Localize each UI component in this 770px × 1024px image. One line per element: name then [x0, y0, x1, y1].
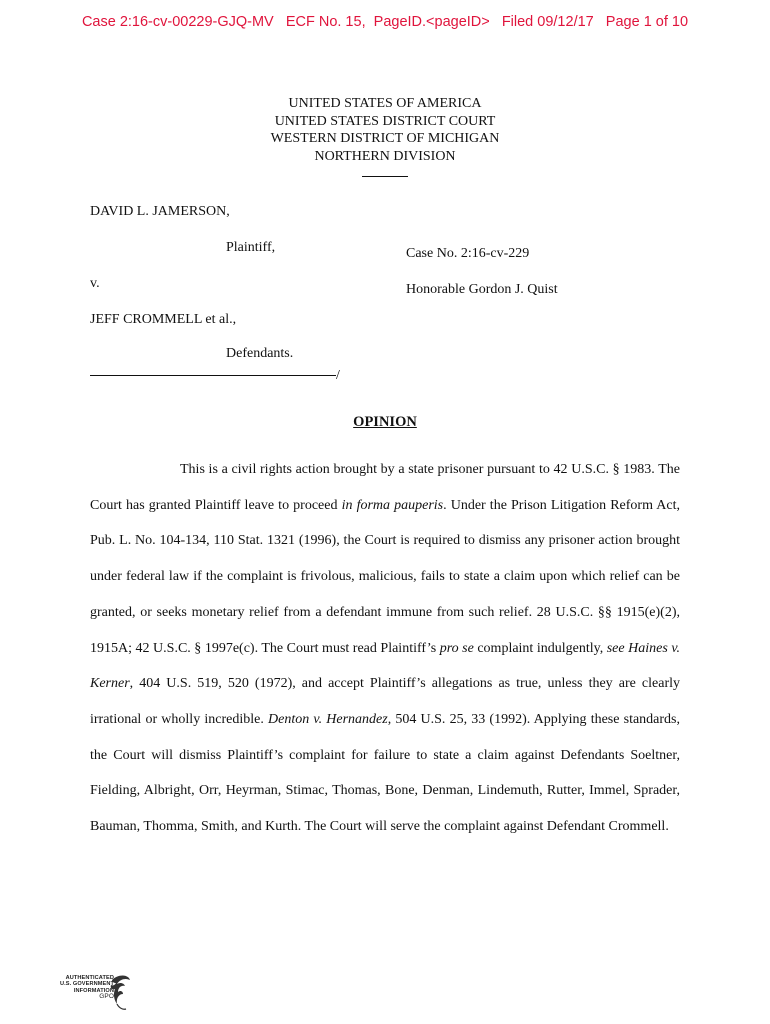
- text-run: This is a civil rights action brought by a state prisoner pursuant to 42 U.S.C. § 1983. The Court has granted Plaintiff leave to proceed: [90, 462, 680, 513]
- text-run: , 504 U.S. 25, 33 (1992). Applying these standards, the Court will dismiss Plaintiff’s complaint for failure to state a claim against Defendants Soeltner, Fielding, Albright, Orr, Heyrman, Stimac, Thomas, Bone, Denman, Lindemuth, Rutter, Immel, Sprader, Bauman, Thomma, Smith, and Kurth. The Court will serve the complaint against Defendant Crommell.: [90, 711, 681, 835]
- case-citation: Denton v. Hernandez: [268, 711, 388, 727]
- court-line-4: NORTHERN DIVISION: [314, 148, 456, 164]
- opinion-paragraph: [90, 452, 680, 845]
- case-citation: see Haines v. Kerner: [90, 640, 680, 692]
- opinion-heading: OPINION: [353, 414, 417, 430]
- court-line-1: UNITED STATES OF AMERICA: [288, 96, 482, 111]
- caption-rule-slash: /: [336, 368, 340, 383]
- defendant-name: JEFF CROMMELL et al.,: [90, 312, 237, 327]
- opinion-body: [90, 452, 680, 845]
- plaintiff-role: Plaintiff,: [226, 240, 276, 255]
- gpo-line-3: INFORMATION: [73, 987, 114, 994]
- caption-underline: [90, 375, 336, 376]
- text-run: . Under the Prison Litigation Reform Act, Pub. L. No. 104-134, 110 Stat. 1321 (1996), the Court is required to dismiss any prisoner action brought under federal law if the complaint is frivolous, malicious, fails to state a claim upon which relief can be granted, or seeks monetary relief from a defendant immune from such relief. 28 U.S.C. §§ 1915(e)(2), 1915A; 42 U.S.C. § 1997e(c). The Court must read Plaintiff’s: [90, 497, 681, 656]
- court-line-2: UNITED STATES DISTRICT COURT: [274, 113, 496, 129]
- heading-divider: [362, 168, 408, 177]
- gpo-logo-text: [42, 975, 114, 1001]
- court-line-3: WESTERN DISTRICT OF MICHIGAN: [270, 131, 500, 146]
- judge-name: Honorable Gordon J. Quist: [406, 282, 558, 297]
- italic-run: pro se: [439, 640, 474, 656]
- defendant-role: Defendants.: [226, 346, 294, 361]
- caption-rule: [90, 368, 340, 384]
- versus: v.: [90, 276, 100, 291]
- text-run: , 404 U.S. 519, 520 (1972), and accept Plaintiff’s allegations as true, unless they are clearly irrational or wholly incredible.: [90, 676, 680, 727]
- eagle-icon: [108, 972, 132, 1012]
- ecf-header-stamp: Case 2:16-cv-00229-GJQ-MV ECF No. 15, PageID.<pageID> Filed 09/12/17 Page 1 of 10: [81, 14, 689, 30]
- italic-run: in forma pauperis: [341, 497, 444, 513]
- plaintiff-name: DAVID L. JAMERSON,: [90, 204, 230, 219]
- gpo-line-1: AUTHENTICATED: [65, 975, 114, 981]
- gpo-authentication-logo: [42, 970, 132, 1016]
- case-number: Case No. 2:16-cv-229: [406, 246, 530, 261]
- gpo-line-2: U.S. GOVERNMENT: [59, 981, 114, 988]
- gpo-line-4: GPO: [99, 993, 114, 1001]
- court-heading: [0, 95, 770, 183]
- text-run: complaint indulgently,: [473, 640, 607, 656]
